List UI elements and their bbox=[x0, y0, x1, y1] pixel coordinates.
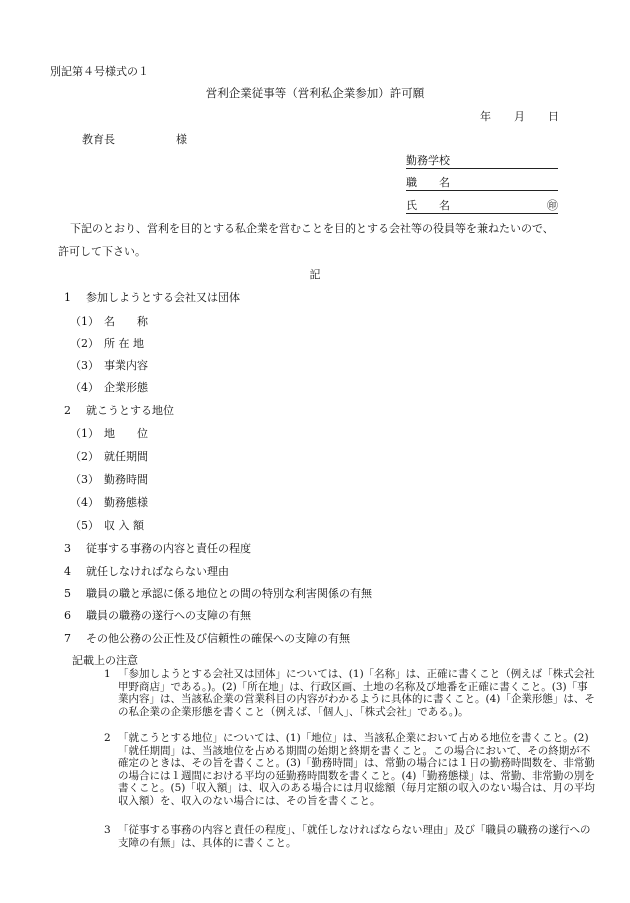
note-1: 1 「参加しようとする会社又は団体」については、(1)「名称」は、正確に書くこと（例えば「株式会社甲野商店」である。)。(2)「所在地」は、行政区画、土地の名称及び地番を正確に書くこと。(3)「事業内容」は、当該私企業の営業科目の内容がわかるように具体的に書くこと。(4)「企業形態」は、その私企業の企業形態を書くこと（例えば、「個人」、「株式会社」である。)。 bbox=[104, 668, 595, 718]
item-1-sub-3: （3） 事業内容 bbox=[70, 359, 148, 372]
addressee-name: 教育長 bbox=[82, 133, 115, 146]
name-label: 氏 名 bbox=[406, 199, 450, 212]
item-2-sub-2: （2） 就任期間 bbox=[70, 450, 148, 463]
school-field[interactable] bbox=[406, 154, 558, 169]
seal-mark: ㊞ bbox=[547, 199, 558, 212]
school-label: 勤務学校 bbox=[406, 154, 450, 167]
item-1-sub-4: （4） 企業形態 bbox=[70, 381, 148, 394]
note-3: 3 「従事する事務の内容と責任の程度」、「就任しなければならない理由」及び「職員の職務の遂行への支障の有無」は、具体的に書くこと。 bbox=[104, 824, 591, 849]
item-2-sub-5: （5） 収 入 額 bbox=[70, 519, 144, 532]
item-1-sub-2: （2） 所 在 地 bbox=[70, 337, 144, 350]
date-month: 月 bbox=[514, 110, 525, 123]
page-title: 営利企業従事等（営利私企業参加）許可願 bbox=[205, 86, 425, 100]
note-2: 2 「就こうとする地位」については、(1)「地位」は、当該私企業において占める地位を書くこと。(2)「就任期間」は、当該地位を占める期間の始期と終期を書くこと。この場合において、その終期が不確定のときは、その旨を書くこと。(3)「勤務時間」は、常勤の場合には１日の勤務時間数を、非常勤の場合には１週間における平均の延勤務時間数を書くこと。(4)「勤務態様」は、常勤、非常勤の別を書くこと。(5)「収入額」は、収入のある場合には月収総額（毎月定額の収入のない場合は、月の平均収入額）を、収入のない場合には、その旨を書くこと。 bbox=[104, 732, 595, 807]
request-line-2: 許可して下さい。 bbox=[58, 245, 146, 258]
notes-heading: 記載上の注意 bbox=[72, 654, 138, 667]
item-6: 6 職員の職務の遂行への支障の有無 bbox=[64, 609, 251, 622]
item-2-sub-1: （1） 地 位 bbox=[70, 427, 148, 440]
date-day: 日 bbox=[548, 110, 559, 123]
position-label: 職 名 bbox=[406, 176, 450, 189]
item-2: 2 就こうとする地位 bbox=[64, 404, 174, 417]
form-id: 別記第４号様式の１ bbox=[50, 65, 149, 78]
item-2-sub-3: （3） 勤務時間 bbox=[70, 473, 148, 486]
position-field[interactable] bbox=[406, 176, 558, 191]
item-2-sub-4: （4） 勤務態様 bbox=[70, 496, 148, 509]
name-field[interactable] bbox=[406, 199, 558, 214]
item-1-sub-1: （1） 名 称 bbox=[70, 315, 148, 328]
item-5: 5 職員の職と承認に係る地位との間の特別な利害関係の有無 bbox=[64, 587, 372, 600]
item-7: 7 その他公務の公正性及び信頼性の確保への支障の有無 bbox=[64, 632, 350, 645]
item-1: 1 参加しようとする会社又は団体 bbox=[64, 291, 240, 304]
request-line-1: 下記のとおり、営利を目的とする私企業を営むことを目的とする会社等の役員等を兼ねたいので、 bbox=[70, 222, 554, 235]
addressee-honorific: 様 bbox=[176, 133, 187, 146]
item-3: 3 従事する事務の内容と責任の程度 bbox=[64, 542, 251, 555]
item-4: 4 就任しなければならない理由 bbox=[64, 565, 229, 578]
ki-heading: 記 bbox=[309, 268, 321, 281]
date-year: 年 bbox=[480, 110, 491, 123]
